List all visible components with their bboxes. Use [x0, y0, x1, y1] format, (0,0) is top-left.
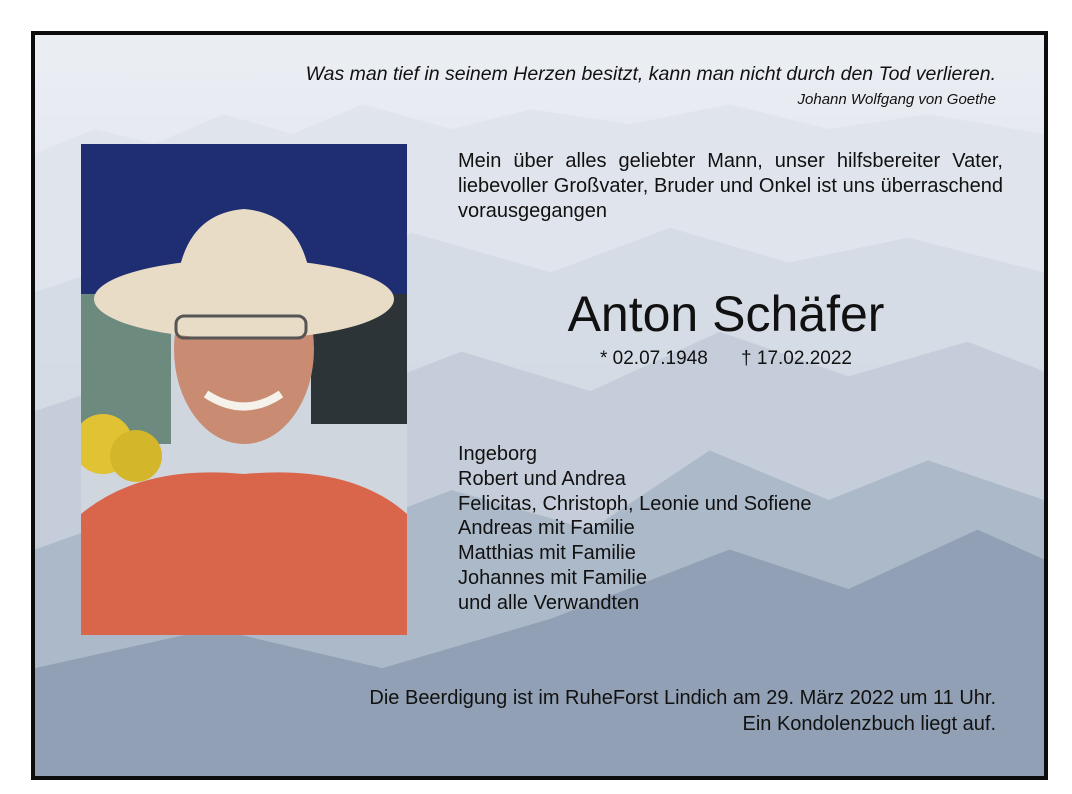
mourner-item: Matthias mit Familie	[458, 542, 636, 565]
intro-text: Mein über alles geliebter Mann, unser hilfsbereiter Vater, liebevoller Großvater, Bruder und Onkel ist uns überraschend vorausgegangen	[458, 150, 1003, 222]
obituary-card	[31, 31, 1048, 780]
mourner-item: Johannes mit Familie	[458, 566, 647, 589]
funeral-line: Die Beerdigung ist im RuheForst Lindich am 29. März 2022 um 11 Uhr.	[369, 687, 996, 709]
birth-date: * 02.07.1948	[600, 348, 708, 369]
death-date: † 17.02.2022	[741, 348, 852, 369]
mourner-item: und alle Verwandten	[458, 591, 640, 614]
mourners-list	[458, 442, 812, 616]
mourner-item: Ingeborg	[458, 443, 537, 465]
funeral-info	[369, 685, 996, 737]
mourner-item: Robert und Andrea	[458, 467, 626, 490]
mourner-item: Felicitas, Christoph, Leonie und Sofiene	[458, 492, 812, 515]
mourner-item: Andreas mit Familie	[458, 517, 635, 540]
life-dates	[419, 348, 1033, 370]
deceased-name: Anton Schäfer	[567, 286, 885, 342]
condolence-line: Ein Kondolenzbuch liegt auf.	[742, 713, 996, 735]
portrait-photo	[81, 144, 407, 635]
quote-text: Was man tief in seinem Herzen besitzt, kann man nicht durch den Tod verlieren.	[305, 63, 996, 85]
quote-author: Johann Wolfgang von Goethe	[797, 91, 996, 108]
